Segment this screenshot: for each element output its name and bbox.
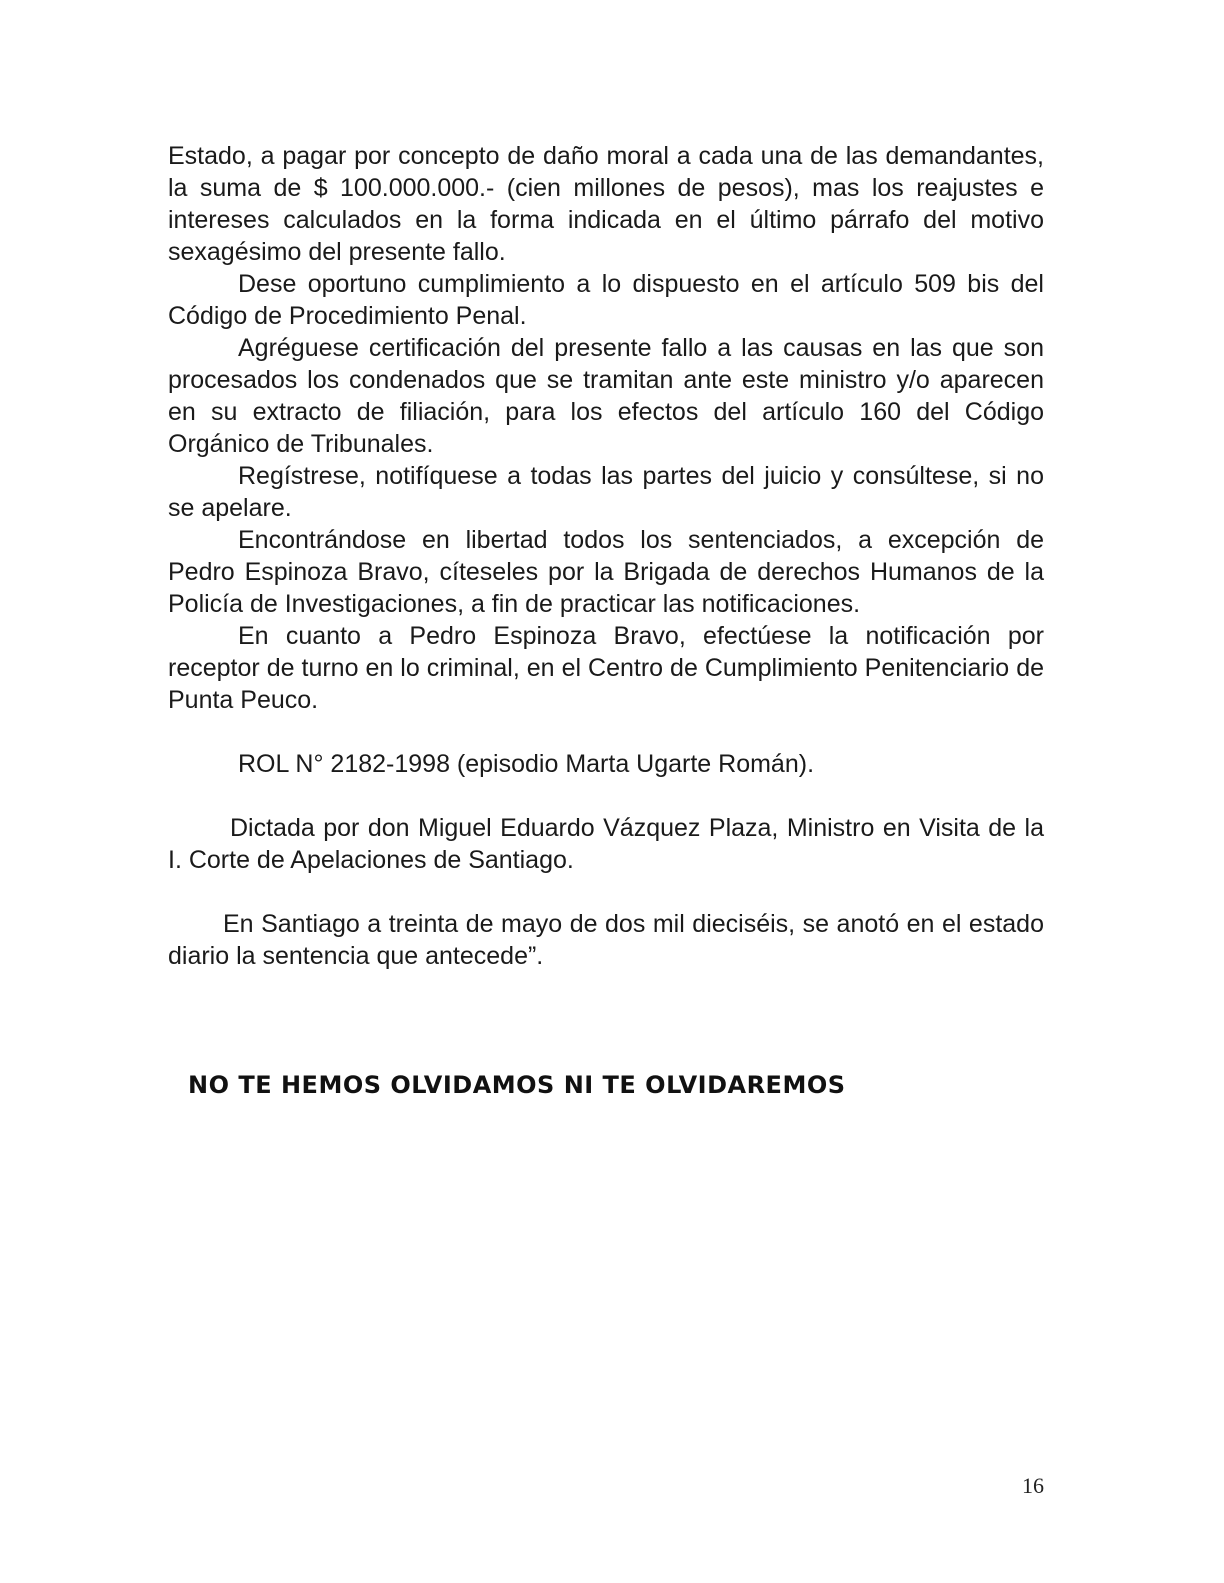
paragraph-damages: Estado, a pagar por concepto de daño moral a cada una de las demandantes, la suma de $ 100.000.000.- (cien millones de pesos), mas los reajustes e intereses calculados en la forma indicada en el último párrafo del motivo sexagésimo del presente fallo. <box>168 142 1044 266</box>
paragraph-compliance: Dese oportuno cumplimiento a lo dispuesto en el artículo 509 bis del Código de Procedimiento Penal. <box>168 270 1044 330</box>
case-number: ROL N° 2182-1998 (episodio Marta Ugarte Román). <box>238 750 815 778</box>
page-number: 16 <box>1022 1473 1044 1498</box>
paragraph-record-date: En Santiago a treinta de mayo de dos mil dieciséis, se anotó en el estado diario la sentencia que antecede”. <box>168 910 1044 970</box>
paragraph-summons: Encontrándose en libertad todos los sentenciados, a excepción de Pedro Espinoza Bravo, cíteseles por la Brigada de derechos Humanos de la Policía de Investigaciones, a fin de practicar las notificaciones. <box>168 526 1044 618</box>
paragraph-certification: Agréguese certificación del presente fallo a las causas en las que son procesados los condenados que se tramitan ante este ministro y/o aparecen en su extracto de filiación, para los efectos del artículo 160 del Código Orgánico de Tribunales. <box>168 334 1044 458</box>
paragraph-issued-by: Dictada por don Miguel Eduardo Vázquez Plaza, Ministro en Visita de la I. Corte de Apelaciones de Santiago. <box>168 814 1044 874</box>
closing-statement: NO TE HEMOS OLVIDAMOS NI TE OLVIDAREMOS <box>188 1071 846 1099</box>
paragraph-register: Regístrese, notifíquese a todas las partes del juicio y consúltese, si no se apelare. <box>168 462 1044 522</box>
document-body <box>168 140 1044 972</box>
paragraph-notification: En cuanto a Pedro Espinoza Bravo, efectúese la notificación por receptor de turno en lo criminal, en el Centro de Cumplimiento Penitenciario de Punta Peuco. <box>168 622 1044 714</box>
